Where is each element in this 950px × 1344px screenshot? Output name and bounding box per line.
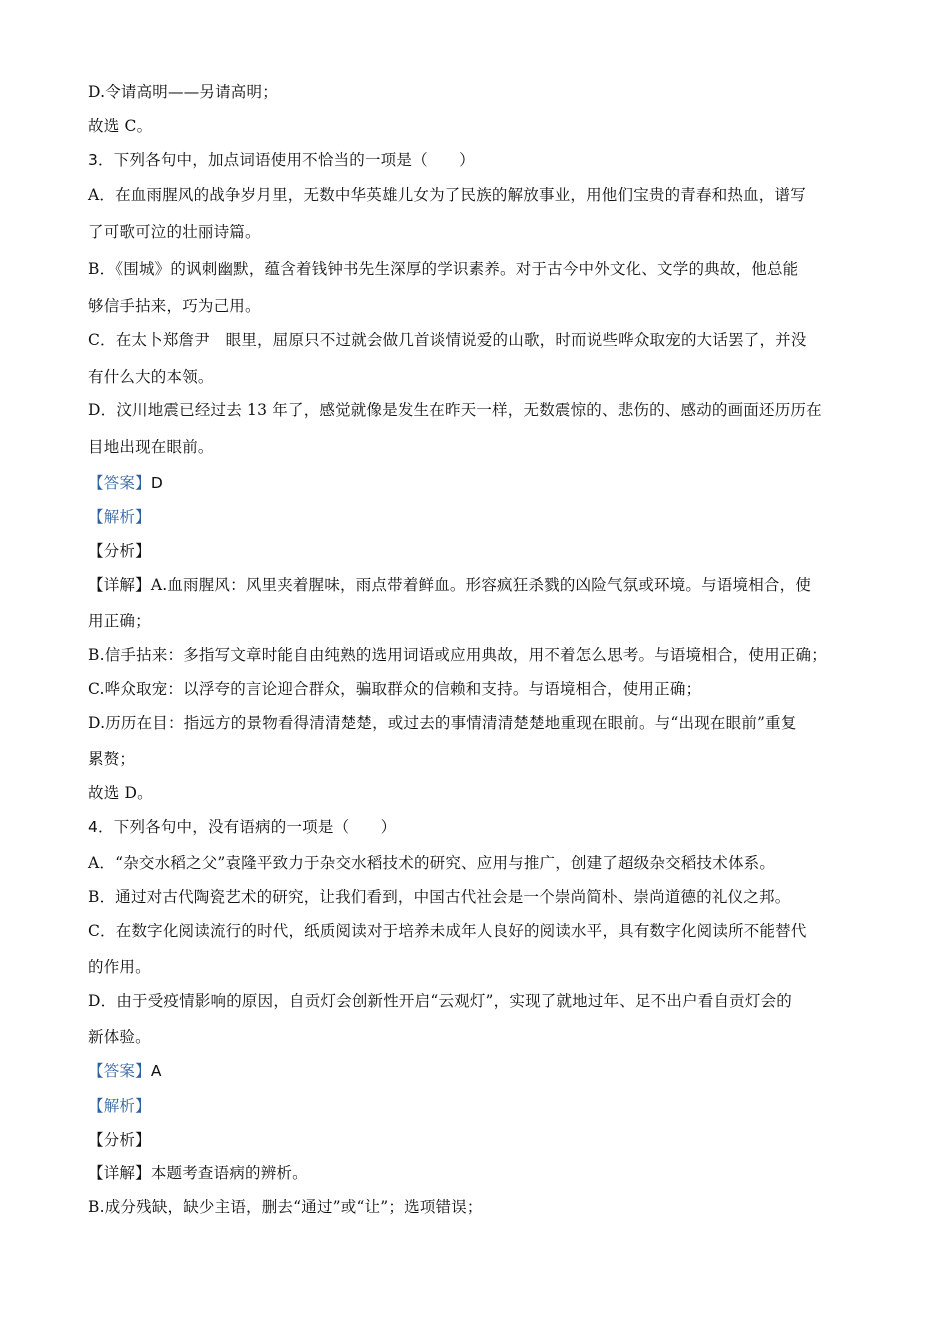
q3-fenxi-tag: 【分析】 xyxy=(88,542,151,560)
q3-option-c-line2: 有什么大的本领。 xyxy=(88,368,214,386)
q3-detail-line2: B.信手拈来：多指写文章时能自由纯熟的选用词语或应用典故，用不着怎么思考。与语境相合，使用正确； xyxy=(88,646,827,664)
q3-option-d-line2: 目地出现在眼前。 xyxy=(88,438,214,456)
q3-option-b-line1: B．《围城》的讽刺幽默，蕴含着钱钟书先生深厚的学识素养。对于古今中外文化、文学的典故，他总能 xyxy=(88,260,799,278)
question-4-title: 4．下列各句中，没有语病的一项是（ ） xyxy=(88,818,397,836)
q3-option-c-line1: C．在太卜郑詹尹 眼里，屈原只不过就会做几首谈情说爱的山歌，时而说些哗众取宠的大话罢了，并没 xyxy=(88,331,807,349)
q3-detail-line3: C.哗众取宠：以浮夸的言论迎合群众，骗取群众的信赖和支持。与语境相合，使用正确； xyxy=(88,680,702,698)
q3-option-a-line1: A．在血雨腥风的战争岁月里，无数中华英雄儿女为了民族的解放事业，用他们宝贵的青春和热血，谱写 xyxy=(88,186,806,204)
q3-choose: 故选 D。 xyxy=(88,784,153,802)
q4-answer xyxy=(88,1061,868,1081)
answer-tag: 【答案】 xyxy=(88,1062,151,1080)
q3-detail-line1 xyxy=(88,575,868,595)
q4-detail-line1 xyxy=(88,1163,868,1183)
q4-analysis-tag: 【解析】 xyxy=(88,1097,151,1115)
q4-option-c-line2: 的作用。 xyxy=(88,958,151,976)
q3-detail-line4b: 累赘； xyxy=(88,750,136,768)
detail-tag: 【详解】 xyxy=(88,1164,151,1182)
q3-answer xyxy=(88,473,868,493)
q4-detail-line2: B.成分残缺，缺少主语，删去“通过”或“让”；选项错误； xyxy=(88,1198,483,1216)
q3-analysis-tag: 【解析】 xyxy=(88,508,151,526)
answer-tag: 【答案】 xyxy=(88,474,151,492)
q3-detail-line1b: 用正确； xyxy=(88,612,151,630)
q3-option-d-line1: D．汶川地震已经过去 13 年了，感觉就像是发生在昨天一样，无数震惊的、悲伤的、感动的画面还历历在 xyxy=(88,401,822,419)
answer-value: A xyxy=(150,1062,162,1080)
text-line: 故选 C。 xyxy=(88,117,153,135)
q3-option-a-line2: 了可歌可泣的壮丽诗篇。 xyxy=(88,223,261,241)
detail-text: 本题考查语病的辨析。 xyxy=(150,1164,308,1182)
q4-option-c-line1: C．在数字化阅读流行的时代，纸质阅读对于培养未成年人良好的阅读水平，具有数字化阅读所不能替代 xyxy=(88,922,807,940)
q4-option-a-line1: A．“杂交水稻之父”袁隆平致力于杂交水稻技术的研究、应用与推广，创建了超级杂交稻技术体系。 xyxy=(88,854,776,872)
question-3-title: 3．下列各句中，加点词语使用不恰当的一项是（ ） xyxy=(88,151,475,169)
q4-option-b-line1: B．通过对古代陶瓷艺术的研究，让我们看到，中国古代社会是一个崇尚简朴、崇尚道德的礼仪之邦。 xyxy=(88,888,791,906)
q4-fenxi-tag: 【分析】 xyxy=(88,1131,151,1149)
answer-value: D xyxy=(150,474,163,492)
detail-tag: 【详解】 xyxy=(88,576,151,594)
q4-option-d-line1: D．由于受疫情影响的原因，自贡灯会创新性开启“云观灯”，实现了就地过年、足不出户看自贡灯会的 xyxy=(88,992,792,1010)
q3-option-b-line2: 够信手拈来，巧为己用。 xyxy=(88,297,261,315)
q3-detail-line4: D.历历在目：指远方的景物看得清清楚楚，或过去的事情清清楚楚地重现在眼前。与“出现在眼前”重复 xyxy=(88,714,797,732)
detail-text: A.血雨腥风：风里夹着腥味，雨点带着鲜血。形容疯狂杀戮的凶险气氛或环境。与语境相合，使 xyxy=(150,576,812,594)
q4-option-d-line2: 新体验。 xyxy=(88,1028,151,1046)
text-line: D.令请高明——另请高明； xyxy=(88,83,278,101)
